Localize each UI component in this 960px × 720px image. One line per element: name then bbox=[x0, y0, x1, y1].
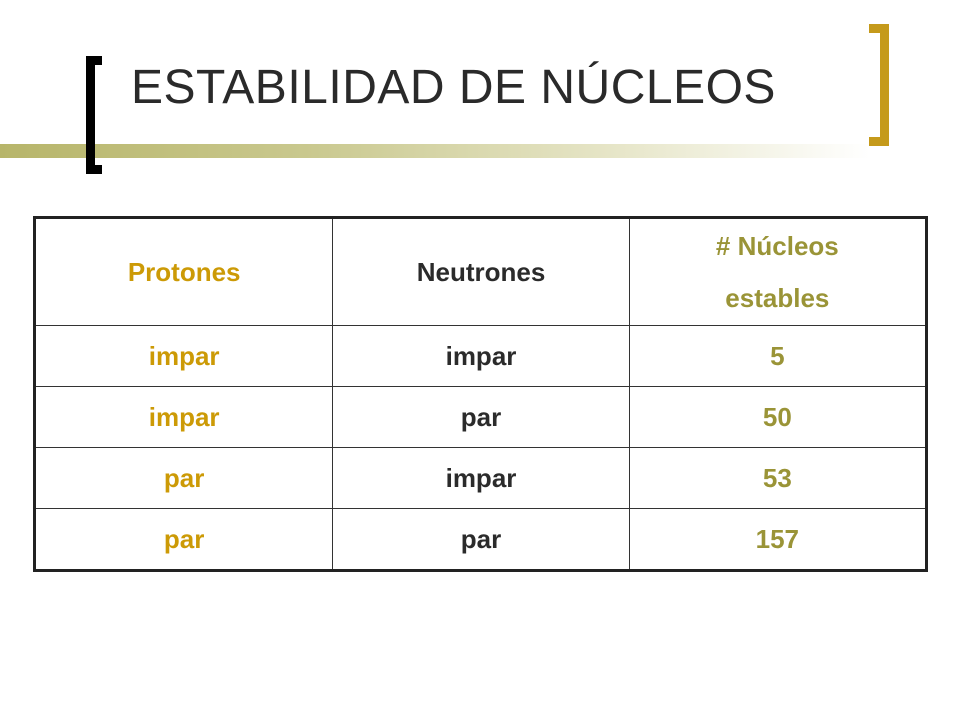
left-bracket-decoration bbox=[86, 56, 102, 174]
cell-nucleos: 53 bbox=[629, 448, 926, 509]
table-header-row bbox=[35, 218, 927, 326]
cell-neutrones: impar bbox=[333, 448, 629, 509]
cell-nucleos: 50 bbox=[629, 387, 926, 448]
stability-table bbox=[33, 216, 928, 572]
table-row bbox=[35, 509, 927, 571]
cell-protones: par bbox=[35, 509, 333, 571]
cell-protones: par bbox=[35, 448, 333, 509]
header-protones: Protones bbox=[35, 218, 333, 326]
cell-nucleos: 5 bbox=[629, 326, 926, 387]
cell-neutrones: impar bbox=[333, 326, 629, 387]
header-nucleos-estables bbox=[629, 218, 926, 326]
header-nucleos-line2: estables bbox=[725, 283, 830, 313]
cell-neutrones: par bbox=[333, 509, 629, 571]
header-nucleos-line1: # Núcleos bbox=[715, 231, 839, 261]
table-row bbox=[35, 326, 927, 387]
table-row bbox=[35, 387, 927, 448]
title-underline-bar bbox=[0, 144, 870, 158]
cell-nucleos: 157 bbox=[629, 509, 926, 571]
cell-neutrones: par bbox=[333, 387, 629, 448]
table-row bbox=[35, 448, 927, 509]
cell-protones: impar bbox=[35, 387, 333, 448]
slide-title: ESTABILIDAD DE NÚCLEOS bbox=[131, 61, 776, 114]
cell-protones: impar bbox=[35, 326, 333, 387]
right-bracket-decoration bbox=[869, 24, 889, 146]
header-neutrones: Neutrones bbox=[333, 218, 629, 326]
